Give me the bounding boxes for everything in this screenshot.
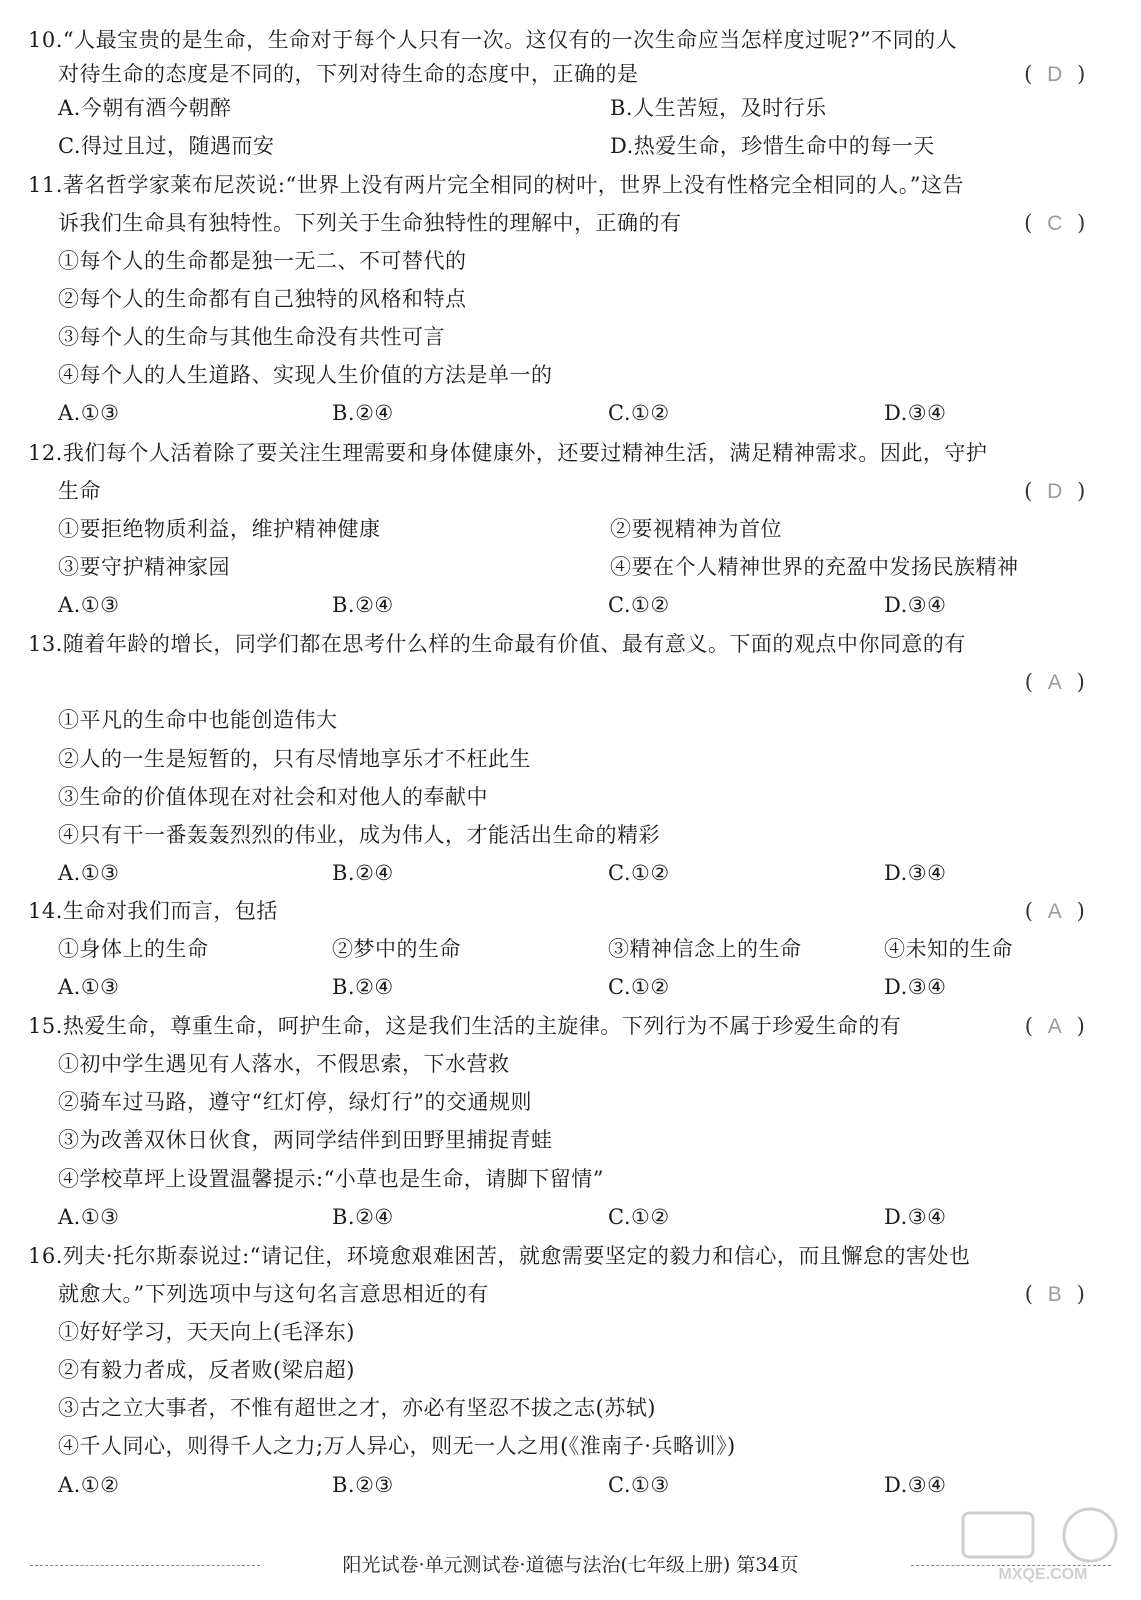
answer-14: A bbox=[1047, 900, 1063, 923]
option-b: B.②④ bbox=[332, 861, 394, 885]
footer-rule-right bbox=[911, 1565, 1111, 1566]
question-14-line-1: 14.生命对我们而言，包括 ( A ) bbox=[0, 892, 1141, 930]
option-c: C.①② bbox=[608, 861, 670, 885]
statement-item: ①初中学生遇见有人落水，不假思索，下水营救 bbox=[58, 1052, 510, 1076]
question-16-line-2: 就愈大。”下列选项中与这句名言意思相近的有 ( B ) bbox=[0, 1275, 1141, 1313]
statement-item: ②要视精神为首位 bbox=[610, 517, 782, 541]
answer-blank-12: ( D ) bbox=[1024, 479, 1086, 503]
statement-item: ③生命的价值体现在对社会和对他人的奉献中 bbox=[58, 785, 488, 809]
question-13-answer-row bbox=[0, 663, 1141, 701]
option-a: A.今朝有酒今朝醉 bbox=[58, 96, 232, 120]
statement-item: ②人的一生是短暂的，只有尽情地享乐才不枉此生 bbox=[58, 747, 531, 771]
statement-item: ④要在个人精神世界的充盈中发扬民族精神 bbox=[610, 555, 1019, 579]
option-d: D.③④ bbox=[884, 593, 947, 617]
statement-item: ④未知的生命 bbox=[884, 937, 1013, 961]
option-d: D.③④ bbox=[884, 1473, 947, 1497]
question-12-line-2: 生命 ( D ) bbox=[0, 472, 1141, 510]
option-b: B.②④ bbox=[332, 593, 394, 617]
statement-item: ①要拒绝物质利益，维护精神健康 bbox=[58, 517, 381, 541]
statement-item: ①平凡的生命中也能创造伟大 bbox=[58, 708, 338, 732]
statement-item: ③为改善双休日伙食，两同学结伴到田野里捕捉青蛙 bbox=[58, 1128, 553, 1152]
answer-blank-10: ( D ) bbox=[1024, 62, 1086, 86]
option-a: A.①② bbox=[58, 1473, 120, 1497]
statement-item: ③要守护精神家园 bbox=[58, 555, 230, 579]
option-c: C.①② bbox=[608, 593, 670, 617]
options-row bbox=[0, 89, 1141, 127]
statement-item: ①好好学习，天天向上(毛泽东) bbox=[58, 1320, 355, 1344]
option-d: D.③④ bbox=[884, 861, 947, 885]
statement-item: ①身体上的生命 bbox=[58, 937, 209, 961]
question-10-line-1: 10.“人最宝贵的是生命，生命对于每个人只有一次。这仅有的一次生命应当怎样度过呢?”不同的人 bbox=[28, 28, 958, 52]
statement-item: ②每个人的生命都有自己独特的风格和特点 bbox=[58, 287, 467, 311]
option-b: B.②④ bbox=[332, 975, 394, 999]
option-d: D.③④ bbox=[884, 401, 947, 425]
option-d: D.③④ bbox=[884, 1205, 947, 1229]
answer-15: A bbox=[1047, 1015, 1063, 1038]
footer-rule-left bbox=[30, 1565, 260, 1566]
watermark-text: MXQE.COM bbox=[998, 1566, 1088, 1583]
option-b: B.②④ bbox=[332, 401, 394, 425]
footer-text: 阳光试卷·单元测试卷·道德与法治(七年级上册) 第34页 bbox=[332, 1554, 808, 1576]
options-row bbox=[0, 968, 1141, 1006]
statement-item: ④每个人的人生道路、实现人生价值的方法是单一的 bbox=[58, 363, 553, 387]
question-16-line-1: 16.列夫·托尔斯泰说过:“请记住，环境愈艰难困苦，就愈需要坚定的毅力和信心，而且懈怠的害处也 bbox=[28, 1244, 971, 1268]
question-11-line-1: 11.著名哲学家莱布尼茨说:“世界上没有两片完全相同的树叶，世界上没有性格完全相同的人。”这告 bbox=[28, 173, 964, 197]
statement-row bbox=[0, 510, 1141, 548]
option-c: C.得过且过，随遇而安 bbox=[58, 134, 275, 158]
answer-blank-13: ( A ) bbox=[1024, 670, 1086, 694]
options-row bbox=[0, 394, 1141, 432]
option-c: C.①③ bbox=[608, 1473, 670, 1497]
statement-item: ④千人同心，则得千人之力;万人异心，则无一人之用(《淮南子·兵略训》) bbox=[58, 1434, 736, 1458]
question-10-line-2: 对待生命的态度是不同的，下列对待生命的态度中，正确的是 ( D ) bbox=[0, 55, 1141, 93]
answer-13: A bbox=[1047, 671, 1063, 694]
option-c: C.①② bbox=[608, 975, 670, 999]
statement-row bbox=[0, 930, 1141, 968]
statement-item: ②有毅力者成，反者败(梁启超) bbox=[58, 1358, 355, 1382]
option-b: B.人生苦短，及时行乐 bbox=[610, 96, 827, 120]
statement-item: ②梦中的生命 bbox=[332, 937, 461, 961]
statement-item: ③每个人的生命与其他生命没有共性可言 bbox=[58, 325, 445, 349]
options-row bbox=[0, 586, 1141, 624]
statement-item: ①每个人的生命都是独一无二、不可替代的 bbox=[58, 249, 467, 273]
page-footer bbox=[30, 1550, 1111, 1580]
option-a: A.①③ bbox=[58, 975, 120, 999]
answer-blank-11: ( C ) bbox=[1024, 211, 1086, 235]
option-a: A.①③ bbox=[58, 401, 120, 425]
option-b: B.②③ bbox=[332, 1473, 394, 1497]
options-row bbox=[0, 127, 1141, 165]
question-15-line-1: 15.热爱生命，尊重生命，呵护生命，这是我们生活的主旋律。下列行为不属于珍爱生命的有 ( A ) bbox=[0, 1007, 1141, 1045]
statement-item: ④只有干一番轰轰烈烈的伟业，成为伟人，才能活出生命的精彩 bbox=[58, 823, 660, 847]
option-c: C.①② bbox=[608, 401, 670, 425]
question-12-line-1: 12.我们每个人活着除了要关注生理需要和身体健康外，还要过精神生活，满足精神需求。因此，守护 bbox=[28, 441, 988, 465]
answer-blank-15: ( A ) bbox=[1024, 1014, 1086, 1038]
option-a: A.①③ bbox=[58, 593, 120, 617]
options-row bbox=[0, 854, 1141, 892]
option-d: D.③④ bbox=[884, 975, 947, 999]
answer-10: D bbox=[1047, 63, 1063, 86]
option-c: C.①② bbox=[608, 1205, 670, 1229]
statement-item: ③精神信念上的生命 bbox=[608, 937, 802, 961]
answer-12: D bbox=[1047, 480, 1063, 503]
statement-item: ④学校草坪上设置温馨提示:“小草也是生命，请脚下留情” bbox=[58, 1167, 605, 1191]
answer-blank-14: ( A ) bbox=[1024, 899, 1086, 923]
answer-11: C bbox=[1047, 212, 1063, 235]
answer-16: B bbox=[1047, 1283, 1063, 1306]
options-row bbox=[0, 1198, 1141, 1236]
option-b: B.②④ bbox=[332, 1205, 394, 1229]
question-13-line-1: 13.随着年龄的增长，同学们都在思考什么样的生命最有价值、最有意义。下面的观点中你同意的有 bbox=[28, 632, 966, 656]
options-row bbox=[0, 1466, 1141, 1504]
statement-item: ③古之立大事者，不惟有超世之才，亦必有坚忍不拔之志(苏轼) bbox=[58, 1396, 656, 1420]
question-11-line-2: 诉我们生命具有独特性。下列关于生命独特性的理解中，正确的有 ( C ) bbox=[0, 204, 1141, 242]
statement-row bbox=[0, 548, 1141, 586]
option-d: D.热爱生命，珍惜生命中的每一天 bbox=[610, 134, 935, 158]
option-a: A.①③ bbox=[58, 1205, 120, 1229]
answer-blank-16: ( B ) bbox=[1024, 1282, 1086, 1306]
option-a: A.①③ bbox=[58, 861, 120, 885]
statement-item: ②骑车过马路，遵守“红灯停，绿灯行”的交通规则 bbox=[58, 1090, 532, 1114]
